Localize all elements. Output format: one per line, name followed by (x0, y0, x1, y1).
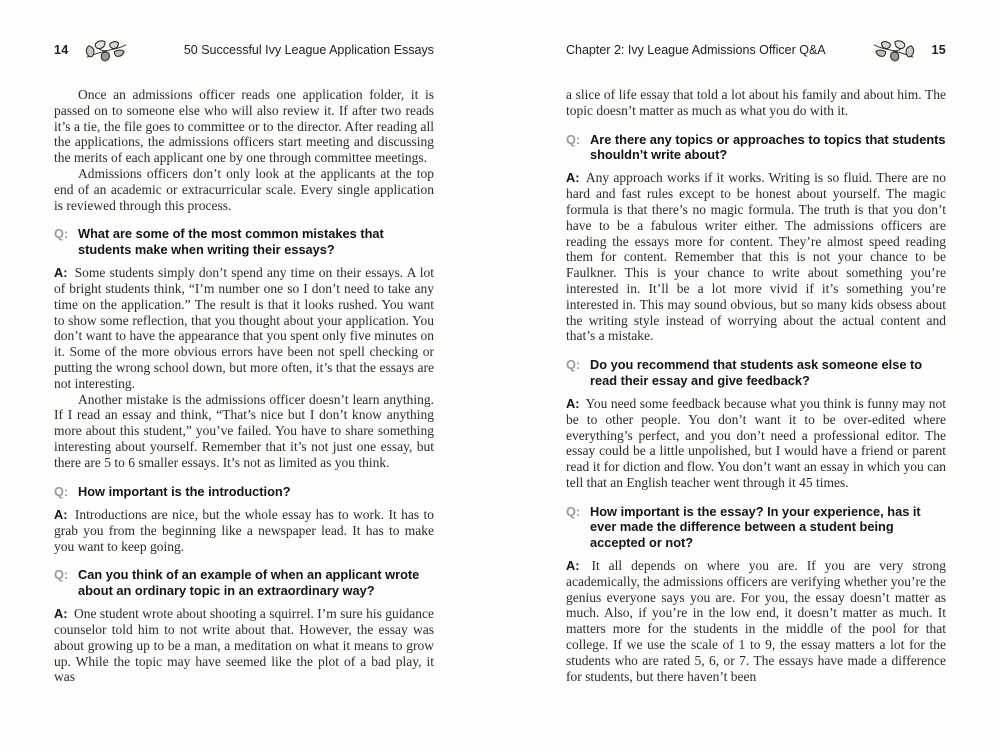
question-label: Q: (54, 226, 69, 242)
answer-label: A: (54, 606, 68, 622)
question-text: How important is the introduction? (78, 483, 291, 499)
body-paragraph: a slice of life essay that told a lot about his family and about him. The topic doesn’t matter as much as what you do with it. (566, 87, 946, 118)
question-block (566, 132, 946, 163)
question-text: Are there any topics or approaches to topics that students shouldn’t write about? (590, 131, 946, 162)
answer-text: It all depends on where you are. If you are very strong academically, the admissions officers are verifying whether you’re the genius everyone says you are. For you, the essay doesn’t matter as much. Also, if you’re in the low end, it doesn’t matter as much. It matters more for the students in the middle of the pool for that college. If we use the scale of 1 to 9, the essay matters a lot for the students who are rated 5, 6, or 7. The essays have made a difference for students, but there haven’t been (566, 557, 946, 684)
left-running-header (54, 38, 434, 62)
answer-text: You need some feedback because what you think is funny may not be to other people. You don’t want it to be over-edited where everything’s perfect, and you don’t need a professional editor. The essay could be a little unpolished, but I would have a friend or parent read it for diction and flow. You don’t want an essay in which you can tell that an English teacher went through it 45 times. (566, 395, 946, 490)
answer-text: Some students simply don’t spend any time on their essays. A lot of bright students think, “I’m number one so I don’t need to take any time on the application.” The result is that it looks rushed. You want to show some reflection, that you thought about your application. You don’t want to have the appearance that you spent only five minutes on it. Some of the more obvious errors have been not spell checking or putting the wrong school down, but more often, it’s that the essays are not interesting. (54, 265, 434, 391)
answer-text: One student wrote about shooting a squirrel. I’m sure his guidance counselor told him to not write about that. However, the essay was about growing up to be a man, a meditation on what it means to grow up. While the topic may have seemed like the plot of a bad play, it was (54, 606, 434, 685)
leaf-ornament-icon (871, 38, 917, 63)
question-label: Q: (566, 131, 581, 147)
answer-label: A: (566, 557, 580, 573)
answer-paragraph (54, 507, 434, 554)
right-running-title: Chapter 2: Ivy League Admissions Officer Q&A (566, 43, 826, 57)
answer-paragraph (566, 170, 946, 344)
question-label: Q: (566, 357, 581, 373)
question-text: What are some of the most common mistakes that students make when writing their essays? (78, 226, 384, 257)
question-text: Can you think of an example of when an applicant wrote about an ordinary topic in an extraordinary way? (78, 567, 420, 598)
leaf-ornament-icon (83, 38, 129, 63)
right-page (566, 38, 946, 684)
answer-text: Introductions are nice, but the whole essay has to work. It has to grab you from the beginning like a newspaper lead. It has to make you want to keep going. (54, 506, 434, 554)
answer-label: A: (566, 395, 580, 411)
question-label: Q: (54, 483, 69, 499)
question-text: How important is the essay? In your experience, has it ever made the difference between a student being accepted or not? (590, 503, 921, 550)
right-page-number: 15 (931, 43, 946, 57)
question-block (566, 504, 946, 550)
body-paragraph: Another mistake is the admissions officer doesn’t learn anything. If I read an essay and think, “That’s nice but I don’t know anything more about this student,” you’ve failed. You have to share something interesting about yourself. Remember that it’s not just one essay, but there are 5 to 6 smaller essays. It’s not as limited as you think. (54, 391, 434, 470)
right-page-content (566, 87, 946, 684)
question-block (54, 484, 434, 499)
answer-text: Any approach works if it works. Writing is so fluid. There are no hard and fast rules except to be honest about yourself. The magic formula is that there’s no magic formula. The truth is that you don’t have to be a fabulous writer either. The admissions officers are reading the essays more for content. They’re almost speed reading them for content. Remember that this is not your chance to be Faulkner. This is your chance to write about something you’re interested in. It’ll be a lot more vivid if it’s something you’re interested in. This may sound obvious, but so many kids obsess about the writing style instead of worrying about the actual content and that’s a mistake. (566, 170, 946, 344)
question-block (54, 567, 434, 598)
question-text: Do you recommend that students ask someone else to read their essay and give feedback? (590, 357, 923, 388)
answer-paragraph (566, 558, 946, 684)
left-page-number: 14 (54, 43, 69, 57)
left-running-title: 50 Successful Ivy League Application Essays (183, 43, 434, 57)
question-label: Q: (566, 503, 581, 519)
question-label: Q: (54, 567, 69, 583)
answer-paragraph (54, 606, 434, 685)
left-page-content (54, 87, 434, 685)
body-paragraph: Once an admissions officer reads one application folder, it is passed on to someone else who will also review it. If after two reads it’s a tie, the file goes to committee or to the director. After reading all the applications, the admissions officers start meeting and discussing the merits of each applicant one by one through committee meetings. (54, 87, 434, 166)
right-running-header (566, 38, 946, 62)
question-block (566, 357, 946, 388)
answer-label: A: (566, 170, 580, 186)
answer-label: A: (54, 265, 68, 281)
answer-paragraph (54, 265, 434, 391)
answer-label: A: (54, 506, 68, 522)
left-page (54, 38, 434, 685)
answer-paragraph (566, 396, 946, 491)
question-block (54, 226, 434, 257)
body-paragraph: Admissions officers don’t only look at the applicants at the top end of an academic or extracurricular scale. Every single application is reviewed through this process. (54, 165, 434, 213)
